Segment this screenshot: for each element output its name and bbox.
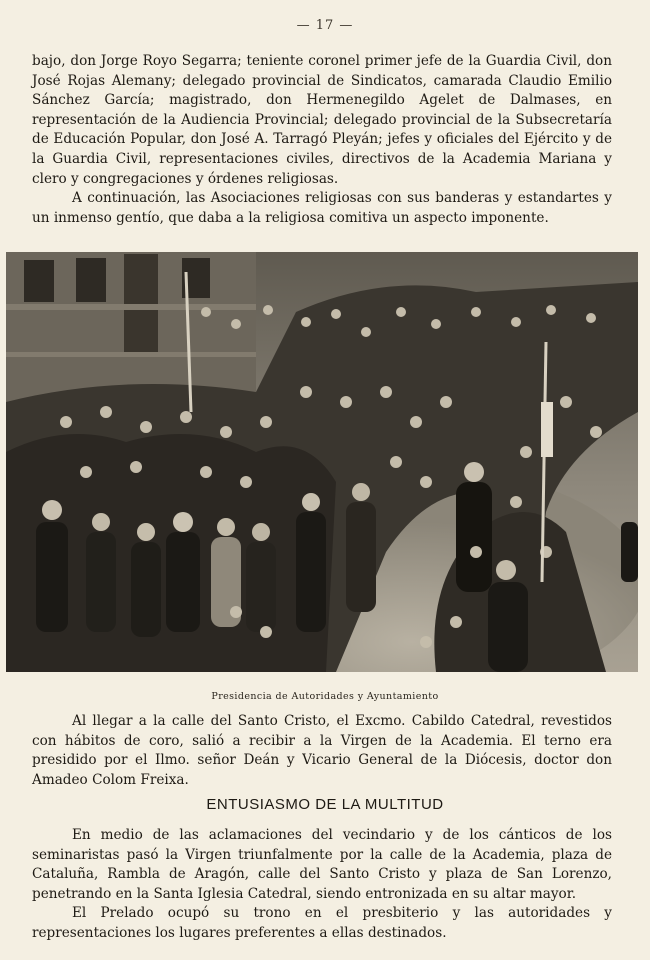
- building-facade: [6, 252, 256, 402]
- article-text-top: [32, 52, 612, 228]
- paragraph-procession-route: En medio de las aclamaciones del vecindario y de los cánticos de los seminaristas pasó la Virgen triunfalmente por la calle de la Academia, plaza de Cataluña, Rambla de Aragón, calle del Santo Cristo y plaza de San Lorenzo, penetrando en la Santa Iglesia Catedral, siendo entronizada en su altar mayor.: [32, 827, 612, 902]
- photo-caption: Presidencia de Autoridades y Ayuntamiento: [211, 691, 439, 702]
- paragraph-prelate: El Prelado ocupó su trono en el presbiterio y las autoridades y representaciones los lugares preferentes a ellas destinados.: [32, 905, 612, 941]
- article-text-bottom: [32, 826, 612, 944]
- page-number: — 17 —: [296, 18, 354, 33]
- article-text-middle: [32, 712, 612, 790]
- paragraph-associations: A continuación, las Asociaciones religiosas con sus banderas y estandartes y un inmenso gentío, que daba a la religiosa comitiva un aspecto imponente.: [32, 190, 612, 226]
- procession-photo: [6, 252, 638, 672]
- paragraph-cabildo: Al llegar a la calle del Santo Cristo, el Excmo. Cabildo Catedral, revestidos con hábitos de coro, salió a recibir a la Virgen de la Academia. El terno era presidido por el Ilmo. señor Deán y Vicario General de la Diócesis, doctor don Amadeo Colom Freixa.: [32, 713, 612, 788]
- section-heading: ENTUSIASMO DE LA MULTITUD: [206, 796, 444, 813]
- paragraph-authorities: bajo, don Jorge Royo Segarra; teniente coronel primer jefe de la Guardia Civil, don José Rojas Alemany; delegado provincial de Sindicatos, camarada Claudio Emilio Sánchez García; magistrado, don Hermenegildo Agelet de Dalmases, en representación de la Audiencia Provincial; delegado provincial de la Subsecretaría de Educación Popular, don José A. Tarragó Pleyán; jefes y oficiales del Ejército y de la Guardia Civil, representaciones civiles, directivos de la Academia Mariana y clero y congregaciones y órdenes religiosas.: [32, 53, 612, 187]
